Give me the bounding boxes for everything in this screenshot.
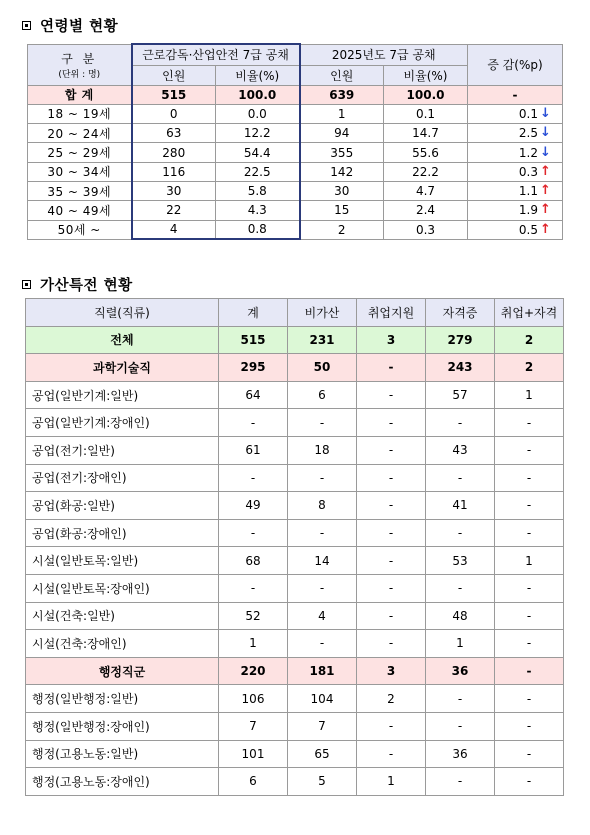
value-cell: 61 [219, 436, 288, 464]
value-cell: - [495, 574, 564, 602]
group-a-ratio-cell: 100.0 [216, 85, 300, 104]
value-cell: - [495, 602, 564, 630]
series-name-cell: 시설(일반토목:일반) [26, 547, 219, 575]
value-cell: 1 [426, 630, 495, 658]
value-cell: 65 [288, 740, 357, 768]
change-value: 1.1 [518, 184, 539, 199]
age-label-cell: 25 ~ 29세 [28, 143, 132, 162]
value-cell: - [219, 519, 288, 547]
column-header: 취업지원 [357, 299, 426, 327]
table-row [26, 464, 564, 492]
group-a-count-cell: 515 [132, 85, 216, 104]
square-bullet-icon [22, 280, 31, 289]
group-a-ratio-cell: 12.2 [216, 124, 300, 143]
value-cell: 231 [288, 326, 357, 354]
value-cell: - [357, 436, 426, 464]
group-b-ratio-header: 비율(%) [384, 65, 468, 85]
group-a-ratio-cell: 54.4 [216, 143, 300, 162]
change-value: 1.2 [518, 145, 539, 160]
value-cell: 3 [357, 657, 426, 685]
group-b-ratio-cell: 14.7 [384, 124, 468, 143]
group-a-ratio-cell: 0.8 [216, 220, 300, 239]
value-cell: - [495, 630, 564, 658]
group-b-count-header: 인원 [300, 65, 384, 85]
group-a-count-cell: 116 [132, 162, 216, 181]
group-b-ratio-cell: 0.1 [384, 104, 468, 123]
value-cell: - [495, 768, 564, 796]
column-header: 직렬(직류) [26, 299, 219, 327]
age-table [27, 43, 563, 240]
value-cell: - [495, 492, 564, 520]
value-cell: 243 [426, 354, 495, 382]
age-label-cell: 30 ~ 34세 [28, 162, 132, 181]
table-row [26, 436, 564, 464]
group-b-ratio-cell: 0.3 [384, 220, 468, 239]
age-row [28, 162, 563, 181]
arrow-up-icon: ↑ [540, 202, 551, 218]
table-row [26, 519, 564, 547]
value-cell: 220 [219, 657, 288, 685]
value-cell: - [426, 712, 495, 740]
value-cell: 104 [288, 685, 357, 713]
value-cell: 48 [426, 602, 495, 630]
value-cell: - [357, 740, 426, 768]
series-name-cell: 과학기술직 [26, 354, 219, 382]
group-b-ratio-cell: 22.2 [384, 162, 468, 181]
bonus-table [25, 298, 564, 796]
series-name-cell: 행정(일반행정:일반) [26, 685, 219, 713]
group-b-count-cell: 94 [300, 124, 384, 143]
column-header: 계 [219, 299, 288, 327]
change-value-wrap [468, 223, 562, 237]
value-cell: - [426, 409, 495, 437]
table-row [26, 740, 564, 768]
age-row [28, 143, 563, 162]
series-name-cell: 행정(고용노동:장애인) [26, 768, 219, 796]
change-cell: - [468, 85, 563, 104]
value-cell: - [219, 409, 288, 437]
change-cell [468, 143, 563, 162]
value-cell: 2 [357, 685, 426, 713]
table-row [26, 685, 564, 713]
value-cell: - [357, 354, 426, 382]
value-cell: - [357, 630, 426, 658]
age-label-cell: 합 계 [28, 85, 132, 104]
value-cell: - [426, 574, 495, 602]
series-name-cell: 시설(건축:장애인) [26, 630, 219, 658]
value-cell: 57 [426, 381, 495, 409]
bonus-section-title: 가산특전 현황 [22, 274, 133, 295]
group-b-count-cell: 355 [300, 143, 384, 162]
change-value: 0.5 [518, 222, 539, 237]
value-cell: 43 [426, 436, 495, 464]
value-cell: 50 [288, 354, 357, 382]
age-label-cell: 20 ~ 24세 [28, 124, 132, 143]
arrow-up-icon: ↑ [540, 163, 551, 179]
group-b-ratio-cell: 4.7 [384, 181, 468, 200]
change-value: 0.1 [518, 106, 539, 121]
table-row [26, 630, 564, 658]
column-header: 비가산 [288, 299, 357, 327]
value-cell: - [288, 409, 357, 437]
value-cell: - [495, 712, 564, 740]
group-a-count-cell: 0 [132, 104, 216, 123]
value-cell: - [426, 768, 495, 796]
value-cell: - [495, 685, 564, 713]
value-cell: 181 [288, 657, 357, 685]
value-cell: 14 [288, 547, 357, 575]
age-row [28, 124, 563, 143]
value-cell: - [357, 409, 426, 437]
value-cell: 41 [426, 492, 495, 520]
table-row [26, 602, 564, 630]
group-b-count-cell: 639 [300, 85, 384, 104]
change-value-wrap [468, 203, 562, 217]
value-cell: 515 [219, 326, 288, 354]
group-a-ratio-cell: 5.8 [216, 181, 300, 200]
column-header: 취업+자격 [495, 299, 564, 327]
arrow-down-icon: ↓ [540, 105, 551, 121]
value-cell: - [357, 712, 426, 740]
value-cell: - [426, 685, 495, 713]
age-label-cell: 50세 ~ [28, 220, 132, 239]
value-cell: - [495, 740, 564, 768]
value-cell: - [357, 464, 426, 492]
change-value-wrap [468, 126, 562, 140]
group-b-ratio-cell: 100.0 [384, 85, 468, 104]
group-a-count-cell: 4 [132, 220, 216, 239]
value-cell: 2 [495, 354, 564, 382]
arrow-up-icon: ↑ [540, 183, 551, 199]
series-name-cell: 공업(전기:일반) [26, 436, 219, 464]
value-cell: 6 [219, 768, 288, 796]
group-b-ratio-cell: 55.6 [384, 143, 468, 162]
table-row [26, 547, 564, 575]
age-row [28, 104, 563, 123]
value-cell: - [357, 492, 426, 520]
table-row [26, 712, 564, 740]
group-row [26, 657, 564, 685]
value-cell: 36 [426, 740, 495, 768]
change-cell [468, 162, 563, 181]
change-value: 2.5 [518, 126, 539, 141]
change-cell [468, 220, 563, 239]
change-value-wrap [468, 146, 562, 160]
age-label-cell: 35 ~ 39세 [28, 181, 132, 200]
arrow-down-icon: ↓ [540, 144, 551, 160]
series-name-cell: 공업(일반기계:일반) [26, 381, 219, 409]
table-row [26, 409, 564, 437]
value-cell: 4 [288, 602, 357, 630]
value-cell: 101 [219, 740, 288, 768]
group-b-header: 2025년도 7급 공채 [300, 44, 468, 65]
series-name-cell: 시설(건축:일반) [26, 602, 219, 630]
group-row [26, 354, 564, 382]
category-label: 구 분 [61, 51, 98, 66]
category-header-cell [28, 44, 132, 85]
group-b-count-cell: 15 [300, 201, 384, 220]
group-a-count-cell: 280 [132, 143, 216, 162]
series-name-cell: 공업(화공:장애인) [26, 519, 219, 547]
series-name-cell: 시설(일반토목:장애인) [26, 574, 219, 602]
group-b-count-cell: 1 [300, 104, 384, 123]
group-a-count-header: 인원 [132, 65, 216, 85]
group-a-ratio-cell: 0.0 [216, 104, 300, 123]
value-cell: 8 [288, 492, 357, 520]
table-row [26, 492, 564, 520]
header-row [26, 299, 564, 327]
value-cell: 7 [288, 712, 357, 740]
value-cell: 3 [357, 326, 426, 354]
value-cell: - [219, 574, 288, 602]
group-a-ratio-header: 비율(%) [216, 65, 300, 85]
total-row [26, 326, 564, 354]
value-cell: 68 [219, 547, 288, 575]
value-cell: - [357, 574, 426, 602]
change-cell [468, 124, 563, 143]
value-cell: - [288, 630, 357, 658]
group-b-count-cell: 142 [300, 162, 384, 181]
series-name-cell: 공업(일반기계:장애인) [26, 409, 219, 437]
age-row [28, 201, 563, 220]
series-name-cell: 공업(전기:장애인) [26, 464, 219, 492]
change-value: 0.3 [518, 164, 539, 179]
value-cell: 5 [288, 768, 357, 796]
value-cell: 1 [357, 768, 426, 796]
series-name-cell: 행정(고용노동:일반) [26, 740, 219, 768]
age-label-cell: 40 ~ 49세 [28, 201, 132, 220]
series-name-cell: 행정직군 [26, 657, 219, 685]
value-cell: 53 [426, 547, 495, 575]
value-cell: 49 [219, 492, 288, 520]
value-cell: - [357, 519, 426, 547]
value-cell: - [219, 464, 288, 492]
value-cell: 295 [219, 354, 288, 382]
value-cell: - [495, 657, 564, 685]
column-header: 자격증 [426, 299, 495, 327]
value-cell: 18 [288, 436, 357, 464]
group-a-count-cell: 22 [132, 201, 216, 220]
table-row [26, 381, 564, 409]
series-name-cell: 전체 [26, 326, 219, 354]
value-cell: 1 [495, 381, 564, 409]
value-cell: - [357, 381, 426, 409]
value-cell: - [288, 519, 357, 547]
value-cell: - [426, 464, 495, 492]
change-value-wrap [468, 107, 562, 121]
value-cell: 64 [219, 381, 288, 409]
table-row [26, 768, 564, 796]
value-cell: 36 [426, 657, 495, 685]
group-a-count-cell: 63 [132, 124, 216, 143]
age-section-title: 연령별 현황 [22, 15, 118, 36]
group-a-count-cell: 30 [132, 181, 216, 200]
value-cell: 106 [219, 685, 288, 713]
table-row [26, 574, 564, 602]
value-cell: - [426, 519, 495, 547]
age-row [28, 181, 563, 200]
value-cell: 1 [495, 547, 564, 575]
value-cell: - [357, 547, 426, 575]
value-cell: 6 [288, 381, 357, 409]
value-cell: - [495, 464, 564, 492]
value-cell: - [357, 602, 426, 630]
change-value: 1.9 [518, 203, 539, 218]
value-cell: - [495, 436, 564, 464]
value-cell: 7 [219, 712, 288, 740]
arrow-down-icon: ↓ [540, 125, 551, 141]
value-cell: 1 [219, 630, 288, 658]
change-cell [468, 201, 563, 220]
change-header: 증 감(%p) [468, 44, 563, 85]
group-a-header: 근로감독·산업안전 7급 공채 [132, 44, 300, 65]
value-cell: 2 [495, 326, 564, 354]
group-a-ratio-cell: 4.3 [216, 201, 300, 220]
unit-label: (단위 : 명) [58, 69, 101, 80]
change-value-wrap [468, 184, 562, 198]
group-b-ratio-cell: 2.4 [384, 201, 468, 220]
square-bullet-icon [22, 21, 31, 30]
value-cell: - [288, 464, 357, 492]
value-cell: 52 [219, 602, 288, 630]
series-name-cell: 행정(일반행정:장애인) [26, 712, 219, 740]
value-cell: 279 [426, 326, 495, 354]
value-cell: - [288, 574, 357, 602]
value-cell: - [495, 519, 564, 547]
series-name-cell: 공업(화공:일반) [26, 492, 219, 520]
change-cell [468, 181, 563, 200]
group-b-count-cell: 30 [300, 181, 384, 200]
group-b-count-cell: 2 [300, 220, 384, 239]
age-row [28, 220, 563, 239]
change-value-wrap [468, 165, 562, 179]
change-cell [468, 104, 563, 123]
arrow-up-icon: ↑ [540, 221, 551, 237]
value-cell: - [495, 409, 564, 437]
age-label-cell: 18 ~ 19세 [28, 104, 132, 123]
group-a-ratio-cell: 22.5 [216, 162, 300, 181]
total-row [28, 85, 563, 104]
